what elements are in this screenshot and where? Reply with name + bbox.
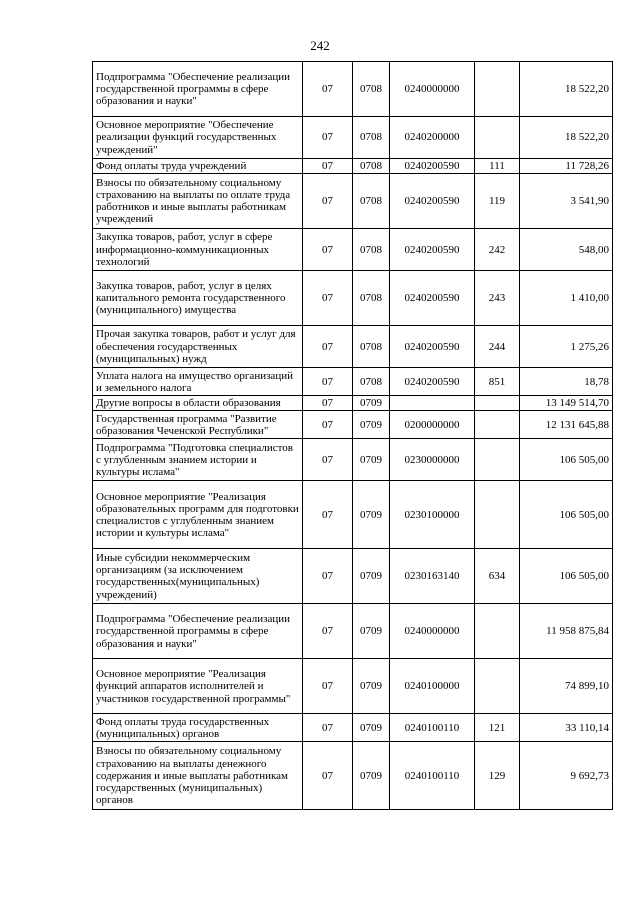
ministry-code: 07 — [303, 411, 353, 439]
expense-type — [475, 411, 520, 439]
target-article: 0240000000 — [390, 62, 475, 117]
row-name: Подпрограмма "Подготовка специалистов с углубленным знанием истории и культуры ислама" — [93, 439, 303, 481]
expense-type: 121 — [475, 714, 520, 742]
amount: 11 728,26 — [520, 159, 613, 174]
ministry-code: 07 — [303, 174, 353, 229]
row-name: Закупка товаров, работ, услуг в целях капитального ремонта государственного (муниципального) имущества — [93, 271, 303, 326]
target-article: 0240200590 — [390, 174, 475, 229]
expense-type: 851 — [475, 368, 520, 396]
table-row — [93, 229, 613, 271]
section-code: 0709 — [353, 411, 390, 439]
ministry-code: 07 — [303, 714, 353, 742]
section-code: 0709 — [353, 659, 390, 714]
row-name: Другие вопросы в области образования — [93, 396, 303, 411]
row-name: Подпрограмма "Обеспечение реализации государственной программы в сфере образования и науки" — [93, 62, 303, 117]
expense-type: 111 — [475, 159, 520, 174]
expense-type — [475, 439, 520, 481]
row-name: Прочая закупка товаров, работ и услуг для обеспечения государственных (муниципальных) нужд — [93, 326, 303, 368]
row-name: Основное мероприятие "Реализация функций аппаратов исполнителей и участников государственной программы" — [93, 659, 303, 714]
ministry-code: 07 — [303, 326, 353, 368]
ministry-code: 07 — [303, 271, 353, 326]
amount: 106 505,00 — [520, 481, 613, 549]
expense-type: 242 — [475, 229, 520, 271]
table-row — [93, 326, 613, 368]
amount: 3 541,90 — [520, 174, 613, 229]
target-article: 0230100000 — [390, 481, 475, 549]
section-code: 0709 — [353, 396, 390, 411]
table-row — [93, 117, 613, 159]
row-name: Фонд оплаты труда учреждений — [93, 159, 303, 174]
ministry-code: 07 — [303, 659, 353, 714]
row-name: Основное мероприятие "Реализация образовательных программ для подготовки специалистов с углубленным знанием истории и культуры ислама" — [93, 481, 303, 549]
section-code: 0708 — [353, 326, 390, 368]
target-article: 0240100000 — [390, 659, 475, 714]
amount: 33 110,14 — [520, 714, 613, 742]
section-code: 0709 — [353, 742, 390, 810]
amount: 12 131 645,88 — [520, 411, 613, 439]
table-row — [93, 604, 613, 659]
section-code: 0709 — [353, 481, 390, 549]
target-article: 0240200590 — [390, 229, 475, 271]
section-code: 0708 — [353, 229, 390, 271]
target-article: 0230000000 — [390, 439, 475, 481]
row-name: Уплата налога на имущество организаций и земельного налога — [93, 368, 303, 396]
row-name: Взносы по обязательному социальному страхованию на выплаты денежного содержания и иные выплаты работникам государственных (муниципальных) органов — [93, 742, 303, 810]
expense-type: 119 — [475, 174, 520, 229]
ministry-code: 07 — [303, 229, 353, 271]
ministry-code: 07 — [303, 396, 353, 411]
target-article: 0240200000 — [390, 117, 475, 159]
expense-type: 243 — [475, 271, 520, 326]
ministry-code: 07 — [303, 368, 353, 396]
amount: 106 505,00 — [520, 439, 613, 481]
amount: 106 505,00 — [520, 549, 613, 604]
section-code: 0708 — [353, 117, 390, 159]
ministry-code: 07 — [303, 604, 353, 659]
amount: 11 958 875,84 — [520, 604, 613, 659]
expense-type — [475, 659, 520, 714]
target-article: 0240200590 — [390, 368, 475, 396]
page-number: 242 — [310, 38, 330, 53]
ministry-code: 07 — [303, 742, 353, 810]
table-row — [93, 659, 613, 714]
amount: 18 522,20 — [520, 62, 613, 117]
budget-table — [92, 61, 613, 810]
amount: 548,00 — [520, 229, 613, 271]
row-name: Закупка товаров, работ, услуг в сфере информационно-коммуникационных технологий — [93, 229, 303, 271]
amount: 74 899,10 — [520, 659, 613, 714]
table-row — [93, 174, 613, 229]
row-name: Взносы по обязательному социальному страхованию на выплаты по оплате труда работников и иные выплаты работникам учреждений — [93, 174, 303, 229]
table-row — [93, 714, 613, 742]
expense-type: 244 — [475, 326, 520, 368]
amount: 1 275,26 — [520, 326, 613, 368]
target-article: 0240200590 — [390, 271, 475, 326]
expense-type: 634 — [475, 549, 520, 604]
budget-table-body — [93, 62, 613, 810]
ministry-code: 07 — [303, 439, 353, 481]
section-code: 0708 — [353, 62, 390, 117]
ministry-code: 07 — [303, 62, 353, 117]
section-code: 0709 — [353, 604, 390, 659]
section-code: 0709 — [353, 439, 390, 481]
row-name: Государственная программа "Развитие образования Чеченской Республики" — [93, 411, 303, 439]
target-article: 0200000000 — [390, 411, 475, 439]
table-row — [93, 549, 613, 604]
ministry-code: 07 — [303, 159, 353, 174]
row-name: Основное мероприятие "Обеспечение реализации функций государственных учреждений" — [93, 117, 303, 159]
amount: 9 692,73 — [520, 742, 613, 810]
target-article: 0240000000 — [390, 604, 475, 659]
target-article: 0240200590 — [390, 326, 475, 368]
table-row — [93, 159, 613, 174]
target-article: 0240200590 — [390, 159, 475, 174]
expense-type — [475, 396, 520, 411]
table-row — [93, 62, 613, 117]
table-row — [93, 271, 613, 326]
row-name: Подпрограмма "Обеспечение реализации государственной программы в сфере образования и науки" — [93, 604, 303, 659]
ministry-code: 07 — [303, 117, 353, 159]
target-article — [390, 396, 475, 411]
section-code: 0708 — [353, 368, 390, 396]
table-row — [93, 481, 613, 549]
amount: 1 410,00 — [520, 271, 613, 326]
table-row — [93, 396, 613, 411]
target-article: 0230163140 — [390, 549, 475, 604]
section-code: 0708 — [353, 159, 390, 174]
target-article: 0240100110 — [390, 742, 475, 810]
section-code: 0709 — [353, 714, 390, 742]
row-name: Иные субсидии некоммерческим организациям (за исключением государственных(муниципальных) учреждений) — [93, 549, 303, 604]
expense-type — [475, 604, 520, 659]
amount: 18 522,20 — [520, 117, 613, 159]
expense-type: 129 — [475, 742, 520, 810]
section-code: 0708 — [353, 174, 390, 229]
amount: 18,78 — [520, 368, 613, 396]
ministry-code: 07 — [303, 549, 353, 604]
amount: 13 149 514,70 — [520, 396, 613, 411]
row-name: Фонд оплаты труда государственных (муниципальных) органов — [93, 714, 303, 742]
expense-type — [475, 62, 520, 117]
table-row — [93, 439, 613, 481]
ministry-code: 07 — [303, 481, 353, 549]
target-article: 0240100110 — [390, 714, 475, 742]
expense-type — [475, 117, 520, 159]
table-row — [93, 742, 613, 810]
table-row — [93, 411, 613, 439]
section-code: 0709 — [353, 549, 390, 604]
section-code: 0708 — [353, 271, 390, 326]
expense-type — [475, 481, 520, 549]
table-row — [93, 368, 613, 396]
